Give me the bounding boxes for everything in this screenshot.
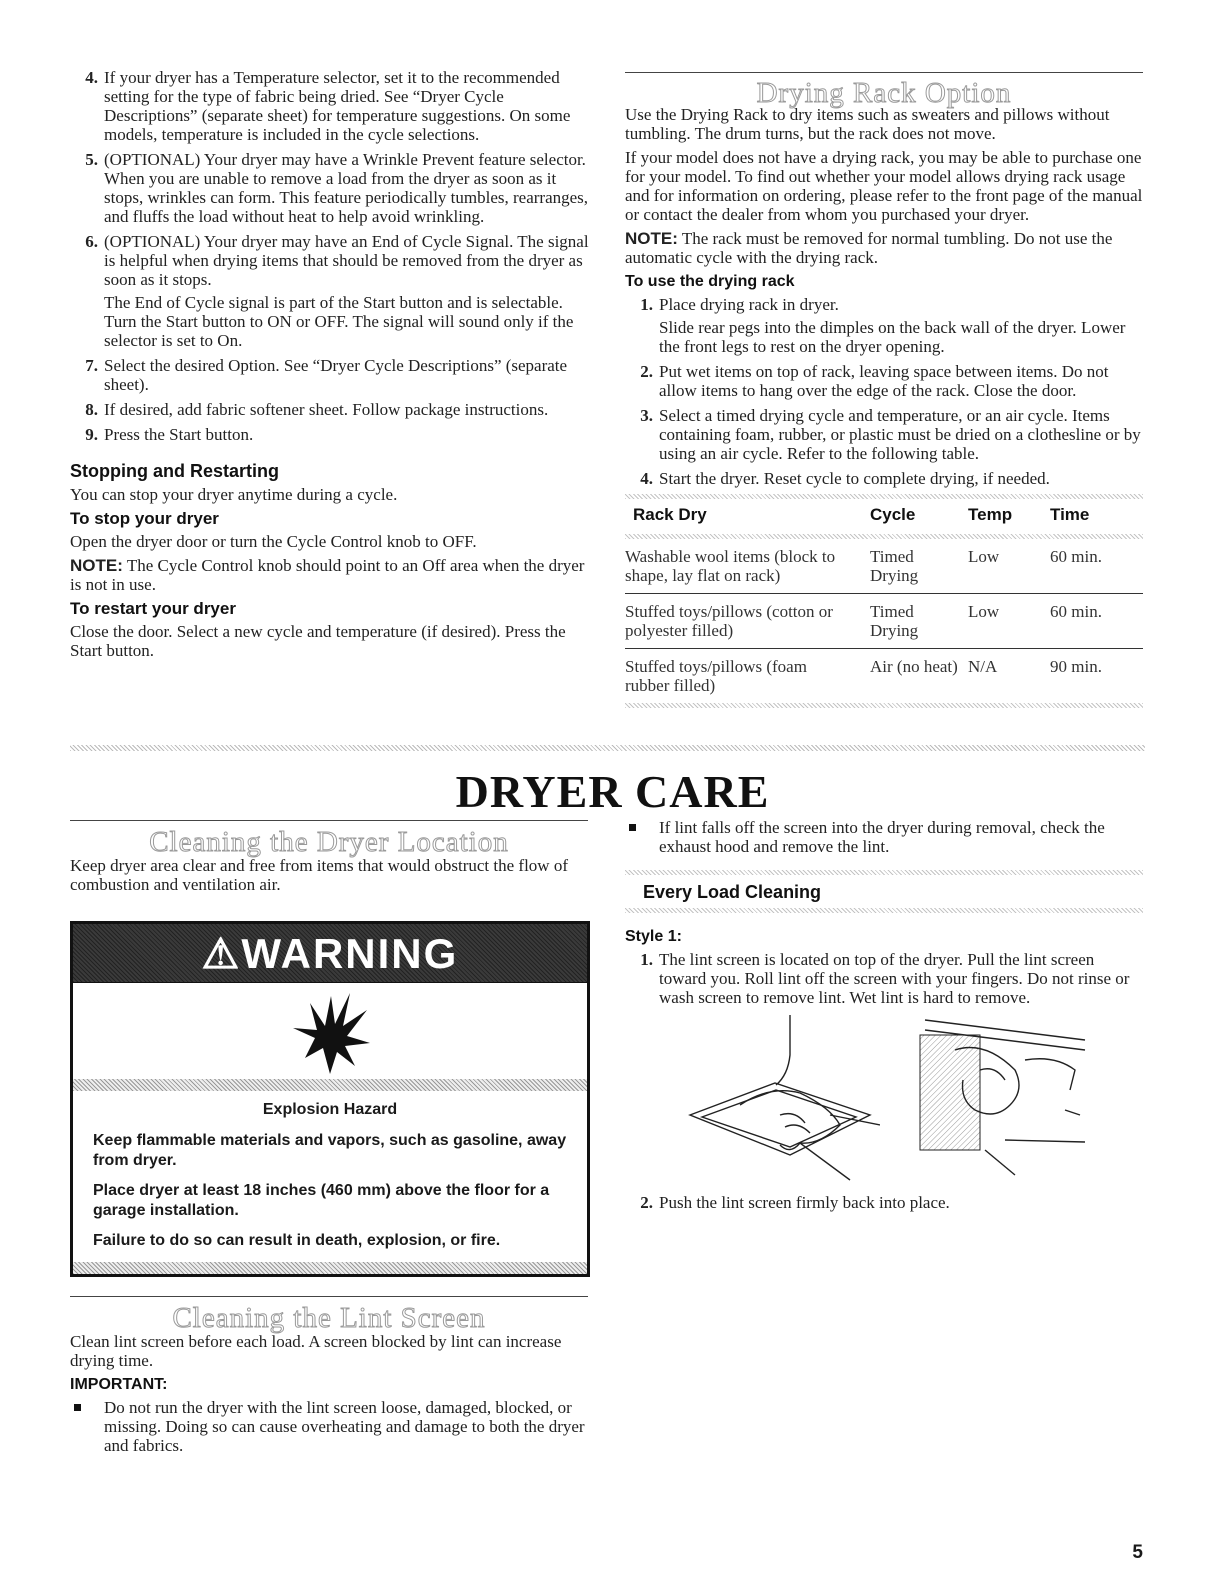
step-text: Start the dryer. Reset cycle to complete drying, if needed. [659, 469, 1050, 488]
table-cell: 90 min. [1050, 657, 1102, 676]
explosion-burst-icon [285, 988, 375, 1074]
rack-paragraph-1: Use the Drying Rack to dry items such as sweaters and pillows without tumbling. The drum turns, but the rack does not move. [625, 105, 1110, 143]
bullet-text: If lint falls off the screen into the dryer during removal, check the exhaust hood and remove the lint. [659, 818, 1105, 856]
list-item [70, 356, 590, 394]
stop-note [70, 556, 590, 594]
table-header-row [625, 499, 1143, 534]
rack-dry-table [625, 499, 1143, 703]
table-header-time: Time [1050, 505, 1090, 524]
table-cell: 60 min. [1050, 602, 1102, 621]
every-load-bottom-hatch [625, 908, 1143, 913]
every-load-top-hatch [625, 870, 1143, 875]
dryer-steps-list [70, 68, 590, 444]
warning-header [73, 924, 587, 982]
step-text: Press the Start button. [104, 425, 254, 444]
step-number: 5. [85, 150, 98, 169]
step-number: 8. [85, 400, 98, 419]
step-number: 9. [85, 425, 98, 444]
table-row [625, 649, 1143, 703]
explosion-icon [73, 983, 587, 1079]
dryer-location-section [70, 826, 588, 899]
note-label: NOTE: [70, 556, 123, 575]
step-number: 2. [640, 1193, 653, 1212]
table-cell: 60 min. [1050, 547, 1102, 566]
every-load-steps [625, 950, 1143, 1007]
table-cell: Washable wool items (block to shape, lay flat on rack) [625, 547, 836, 585]
hazard-title: Explosion Hazard [262, 1101, 398, 1118]
step-subtext: Slide rear pegs into the dimples on the back wall of the dryer. Lower the front legs to rest on the dryer opening. [659, 318, 1126, 356]
table-header-temp: Temp [968, 505, 1013, 524]
step-text: If desired, add fabric softener sheet. Follow package instructions. [104, 400, 549, 419]
section-title: DRYER CARE [455, 766, 770, 817]
lint-bullets-continued [625, 818, 1143, 856]
every-load-step-2 [625, 1193, 1143, 1218]
table-row [625, 594, 1143, 648]
rack-steps-list [625, 295, 1143, 488]
list-item [625, 818, 1143, 856]
lint-screen-title: Cleaning the Lint Screen [172, 1302, 486, 1334]
step-text: If your dryer has a Temperature selector, set it to the recommended setting for the type of fabric being dried. See “Dryer Cycle Descriptions” (separate sheet) for temperature suggestions. On some models, temperature is included in the cycle selections. [104, 68, 571, 144]
step-text: The lint screen is located on top of the dryer. Pull the lint screen toward you. Roll lint off the screen with your fingers. Do not rinse or wash screen to remove lint. Wet lint is hard to remove. [659, 950, 1130, 1007]
stop-heading: To stop your dryer [70, 509, 219, 528]
warning-content [73, 1091, 587, 1251]
rack-top-rule [625, 72, 1143, 73]
step-text: Put wet items on top of rack, leaving space between items. Do not allow items to hang over the edge of the rack. Close the door. [659, 362, 1109, 400]
table-cell: Timed Drying [870, 547, 919, 585]
table-header-rack-dry: Rack Dry [633, 505, 707, 524]
list-item [625, 295, 1143, 356]
lint-right-section [625, 818, 1143, 1013]
list-item [70, 1398, 588, 1455]
list-item [70, 150, 590, 226]
lint-bullets [70, 1398, 588, 1455]
warning-line-3: Failure to do so can result in death, explosion, or fire. [93, 1232, 501, 1249]
bullet-icon [629, 824, 636, 831]
section-divider-hatch [70, 745, 1145, 751]
list-item [70, 68, 590, 144]
lint-screen-illustration-left [680, 1015, 880, 1185]
note-label: NOTE: [625, 229, 678, 248]
lint-screen-section [70, 1302, 588, 1461]
dryer-location-title: Cleaning the Dryer Location [149, 826, 509, 858]
list-item [625, 950, 1143, 1007]
warning-band [73, 1079, 587, 1091]
warning-line-2: Place dryer at least 18 inches (460 mm) above the floor for a garage installation. [93, 1182, 550, 1219]
every-load-steps-2 [625, 1193, 1143, 1212]
list-item [625, 362, 1143, 400]
step-number: 6. [85, 232, 98, 251]
lint-screen-roll-icon [915, 1010, 1095, 1180]
lint-screen-pull-icon [680, 1015, 880, 1185]
list-item [70, 232, 590, 350]
drying-rack-title: Drying Rack Option [756, 77, 1012, 109]
table-row [625, 539, 1143, 593]
note-text: The Cycle Control knob should point to an Off area when the dryer is not in use. [70, 556, 585, 594]
style-label: Style 1: [625, 928, 682, 945]
step-text: Push the lint screen firmly back into place. [659, 1193, 950, 1212]
left-column-top [70, 68, 590, 665]
warning-box [70, 921, 590, 1277]
stop-text: Open the dryer door or turn the Cycle Control knob to OFF. [70, 532, 477, 551]
restart-heading: To restart your dryer [70, 599, 236, 618]
stopping-text: You can stop your dryer anytime during a cycle. [70, 485, 398, 504]
table-cell: Stuffed toys/pillows (foam rubber filled) [625, 657, 807, 695]
table-bottom-hatch [625, 703, 1143, 708]
step-number: 4. [85, 68, 98, 87]
table-cell: Air (no heat) [870, 657, 958, 676]
bullet-text: Do not run the dryer with the lint screen loose, damaged, blocked, or missing. Doing so can cause overheating and damage to both the dryer and fabrics. [104, 1398, 585, 1455]
rack-paragraph-2: If your model does not have a drying rack, you may be able to purchase one for your model. To find out whether your model allows drying rack usage and for information on ordering, please refer to the front page of the manual or contact the dealer from whom you purchased your dryer. [625, 148, 1143, 224]
warning-line-1: Keep flammable materials and vapors, such as gasoline, away from dryer. [93, 1132, 567, 1169]
step-number: 4. [640, 469, 653, 488]
table-header-cycle: Cycle [870, 505, 916, 524]
step-text: (OPTIONAL) Your dryer may have a Wrinkle Prevent feature selector. When you are unable to remove a load from the dryer as soon as it stops, wrinkles can form. This feature periodically tumbles, rearranges, and fluffs the load without heat to help avoid wrinkling. [104, 150, 589, 226]
restart-text: Close the door. Select a new cycle and temperature (if desired). Press the Start button. [70, 622, 566, 660]
step-text: Select the desired Option. See “Dryer Cycle Descriptions” (separate sheet). [104, 356, 568, 394]
important-label: IMPORTANT: [70, 1376, 168, 1393]
step-subtext: The End of Cycle signal is part of the Start button and is selectable. Turn the Start button to ON or OFF. The signal will sound only if the selector is set to On. [104, 293, 574, 350]
step-number: 2. [640, 362, 653, 381]
step-text: (OPTIONAL) Your dryer may have an End of Cycle Signal. The signal is helpful when drying items that should be removed from the dryer as soon as it stops. [104, 232, 589, 289]
lint-screen-illustration-right [915, 1010, 1095, 1180]
list-item [625, 1193, 1143, 1212]
page-number: 5 [1132, 1542, 1143, 1563]
table-cell: Timed Drying [870, 602, 919, 640]
lint-text: Clean lint screen before each load. A screen blocked by lint can increase drying time. [70, 1332, 562, 1370]
list-item [70, 400, 590, 419]
step-text: Place drying rack in dryer. [659, 295, 839, 314]
table-cell: Low [968, 602, 1000, 621]
location-top-rule [70, 820, 588, 821]
list-item [70, 425, 590, 444]
step-number: 1. [640, 295, 653, 314]
every-load-heading: Every Load Cleaning [643, 882, 822, 902]
step-number: 1. [640, 950, 653, 969]
table-cell: N/A [968, 657, 998, 676]
note-text: The rack must be removed for normal tumbling. Do not use the automatic cycle with the drying rack. [625, 229, 1113, 267]
drying-rack-section [625, 77, 1143, 708]
list-item [625, 406, 1143, 463]
step-text: Select a timed drying cycle and temperature, or an air cycle. Items containing foam, rubber, or plastic must be dried on a clothesline or by using an air cycle. Refer to the following table. [659, 406, 1141, 463]
table-cell: Low [968, 547, 1000, 566]
list-item [625, 469, 1143, 488]
step-number: 7. [85, 356, 98, 375]
bullet-icon [74, 1404, 81, 1411]
use-rack-heading: To use the drying rack [625, 273, 795, 290]
location-text: Keep dryer area clear and free from items that would obstruct the flow of combustion and ventilation air. [70, 856, 568, 894]
lint-top-rule [70, 1296, 588, 1297]
warning-label: ⚠WARNING [201, 929, 459, 977]
step-number: 3. [640, 406, 653, 425]
rack-note [625, 229, 1143, 267]
table-cell: Stuffed toys/pillows (cotton or polyester filled) [625, 602, 833, 640]
stopping-heading: Stopping and Restarting [70, 461, 279, 481]
warning-bottom-band [73, 1262, 587, 1274]
